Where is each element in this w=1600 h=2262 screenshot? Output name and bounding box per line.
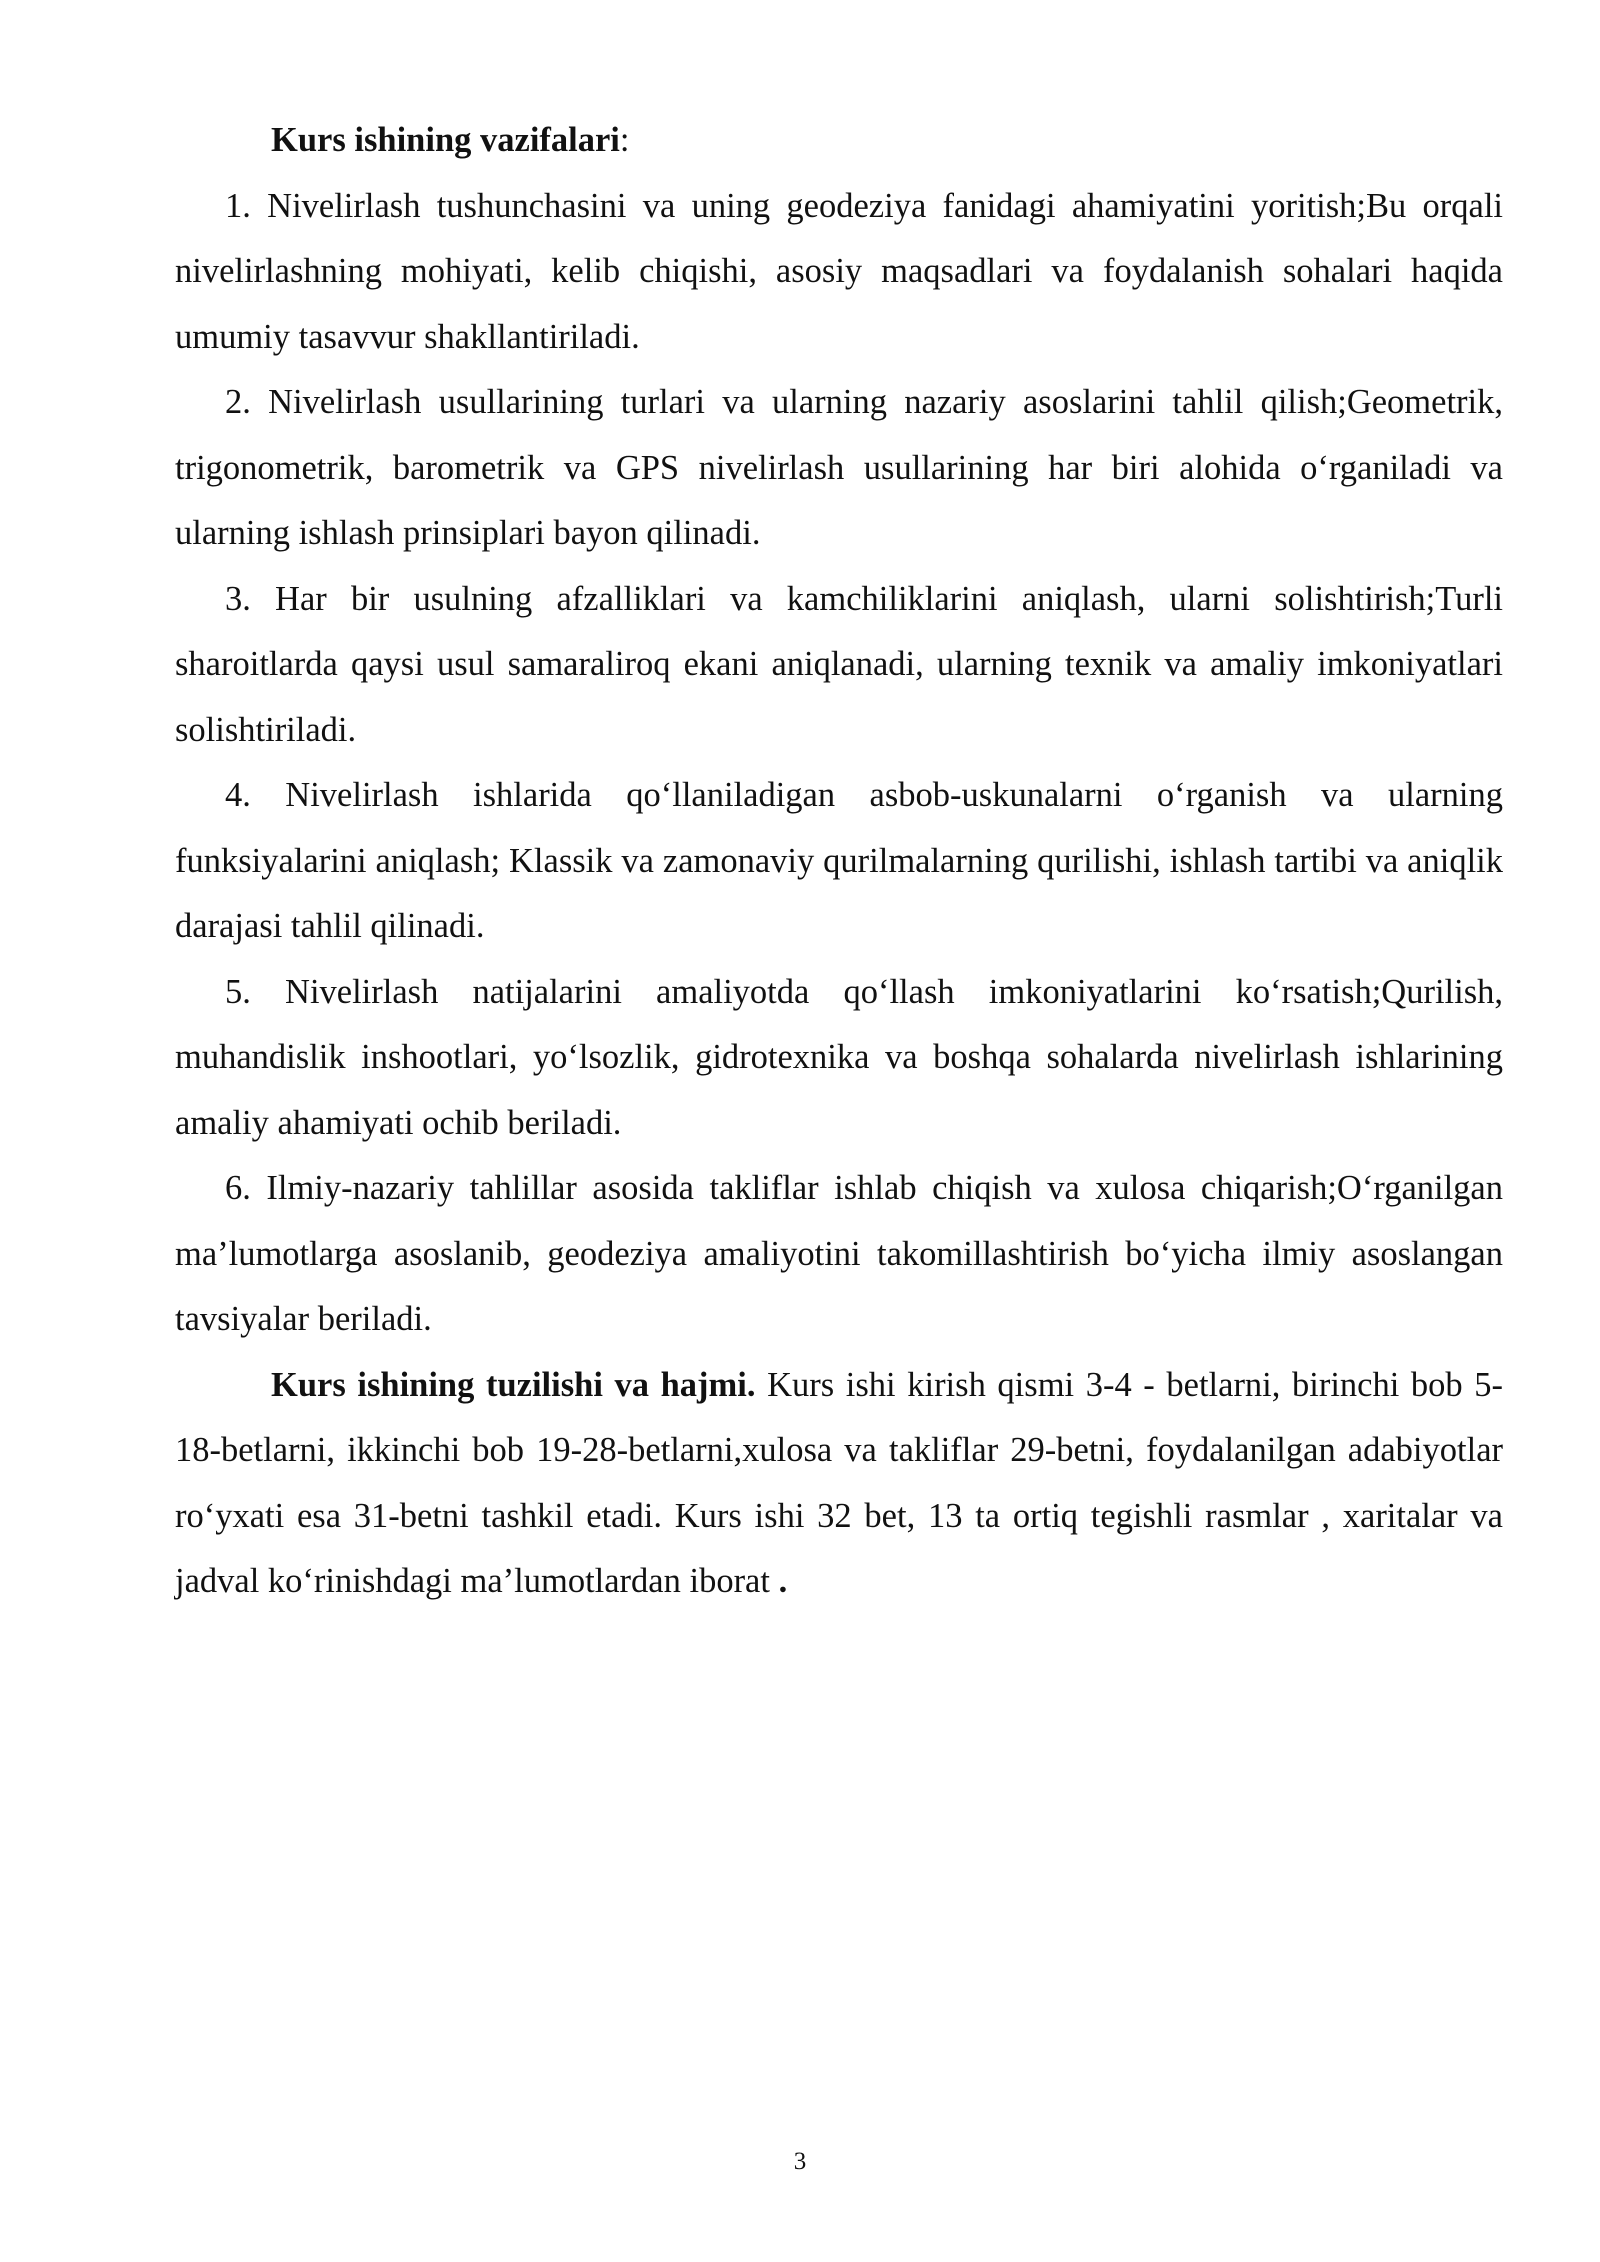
structure-text: Kurs ishi kirish qismi 3-4 - betlarni, birinchi bob 5-18-betlarni, ikkinchi bob 19-28-betlarni,xulosa va takliflar 29-betni, foydalanilgan adabiyotlar ro‘yxati esa 31-betni tashkil etadi. Kurs ishi 32 bet, 13 ta ortiq tegishli rasmlar , xaritalar va jadval ko‘rinishdagi ma’lumotlardan iborat (175, 1365, 1503, 1600)
task-item-3: 3. Har bir usulning afzalliklari va kamchiliklarini aniqlash, ularni solishtirish;Turli sharoitlarda qaysi usul samaraliroq ekani aniqlanadi, ularning texnik va amaliy imkoniyatlari solishtiriladi. (175, 579, 1503, 749)
task-item-6: 6. Ilmiy-nazariy tahlillar asosida takliflar ishlab chiqish va xulosa chiqarish;O‘rganilgan ma’lumotlarga asoslanib, geodeziya amaliyotini takomillashtirish bo‘yicha ilmiy asoslangan tavsiyalar beriladi. (175, 1169, 1503, 1338)
document-body (175, 108, 1503, 1615)
structure-heading: Kurs ishining tuzilishi va hajmi. (271, 1365, 756, 1404)
section-heading-colon: : (619, 121, 630, 159)
section-heading (175, 108, 1503, 174)
task-item-1: 1. Nivelirlash tushunchasini va uning geodeziya fanidagi ahamiyatini yoritish;Bu orqali nivelirlashning mohiyati, kelib chiqishi, asosiy maqsadlari va foydalanish sohalari haqida umumiy tasavvur shakllantiriladi. (175, 186, 1503, 356)
page-number: 3 (793, 2148, 807, 2175)
task-item-4: 4. Nivelirlash ishlarida qo‘llaniladigan asbob-uskunalarni o‘rganish va ularning funksiyalarini aniqlash; Klassik va zamonaviy qurilmalarning qurilishi, ishlash tartibi va aniqlik darajasi tahlil qilinadi. (175, 776, 1503, 945)
section-heading-bold: Kurs ishining vazifalari (271, 121, 620, 159)
structure-end-mark: . (778, 1562, 788, 1600)
structure-paragraph (175, 1353, 1503, 1615)
task-item-5: 5. Nivelirlash natijalarini amaliyotda qo‘llash imkoniyatlarini ko‘rsatish;Qurilish, muhandislik inshootlari, yo‘lsozlik, gidrotexnika va boshqa sohalarda nivelirlash ishlarining amaliy ahamiyati ochib beriladi. (175, 972, 1503, 1142)
task-item-2: 2. Nivelirlash usullarining turlari va ularning nazariy asoslarini tahlil qilish;Geometrik, trigonometrik, barometrik va GPS nivelirlash usullarining har biri alohida o‘rganiladi va ularning ishlash prinsiplari bayon qilinadi. (175, 383, 1503, 552)
